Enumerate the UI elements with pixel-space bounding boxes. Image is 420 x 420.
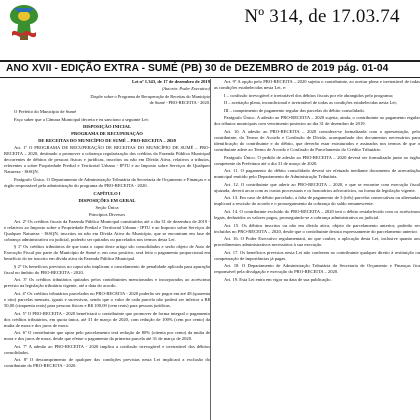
article: Art. 10. A adesão ao PRO-RECEITA – 2020 considera-se formalizada com a apresentação, pelo contribuinte, do Termo de Acordo e Confissão de Dívida, acompanhado dos documentos necessários para identificação do contribuinte e do débito, que deverão estar estruturados e assinados nos termos de que o contribuinte adere ao Termo de Acordo e Confissão de Parcelamento do Crédito Tributário. [214, 128, 420, 152]
article: Art. 17. Os benefícios previstos nesta Lei não conferem ao contribuinte qualquer direito à restituição ou compensação de importâncias já pagas. [214, 249, 420, 261]
paragraph: Faço saber que a Câmara Municipal decreta e eu sanciono a seguinte Lei: [14, 116, 149, 122]
article: Art. 13. Em caso de débito parcelado, a falta de pagamento de 3 (três) parcelas consecutivas ou alternadas implicará a rescisão do acordo e o prosseguimento da cobrança do saldo remanescente. [214, 195, 420, 207]
article: Art. 6º O contribuinte que optar pelo parcelamento terá redução de 80% (oitenta por cento) da multa de mora e dos juros de mora, desde que efetue o pagamento da primeira parcela até 31 de março de 2020. [4, 330, 210, 342]
article: § 1º Os créditos tributários de que trata o caput deste artigo são consolidados e serão objeto de Auto de Execução Fiscal por parte do Município de Sumé e, em caso positivo, será feito o pagamento proporcional em benefício do ter inscrito em dívida ativa da Fazenda Pública Municipal. [4, 244, 210, 262]
article: Art. 18. O Departamento de Administração Tributária da Secretaria de Orçamento e Finanças fica responsável pela divulgação e execução do PRO-RECEITA – 2020. [214, 263, 420, 275]
law-ementa: Dispõe sobre o Programa de Recuperação de Receitas do Município de Sumé - PRO-RECEITA - 2020. [90, 94, 210, 105]
paragraph: O Prefeito do Município de Sumé [14, 109, 77, 115]
article: Art. 8º O descumprimento de qualquer das condições previstas nesta Lei implicará a exclusão do contribuinte do PRO-RECEITA - 2020. [4, 357, 210, 369]
municipal-coat-of-arms-icon [6, 2, 42, 42]
article: II – aceitação plena, incondicional e irretratável de todas as condições estabelecidas nesta Lei; [224, 100, 397, 106]
article: Art. 2º Os créditos fiscais da Fazenda Pública Municipal constituídos até o dia 31 de dezembro de 2019 - e relativos ao Imposto sobre a Propriedade Predial e Territorial Urbana - IPTU e ao Imposto sobre Serviços de Qualquer Natureza - ISSQN, inscritos ou não em Dívida Ativa do Município, que se encontram em fase de cobrança administrativa ou judicial, poderão ser quitados ou parcelados nos termos desta Lei. [4, 218, 210, 242]
gazette-header [0, 0, 420, 62]
article: I – confissão irrevogável e irretratável dos débitos fiscais por ele abrangidos pelo programa; [224, 92, 394, 98]
article: Art. 1º O PROGRAMA DE RECUPERAÇÃO DE RECEITAS DO MUNICÍPIO DE SUMÉ – PRO-RECEITA – 2020, destinado a promover a cobrança regularização dos créditos da Fazenda Pública Municipal decorrentes de débitos de pessoas físicas e jurídicas, inscritos ou não em Dívida Ativa, relativos a tributos, referentes a sobre Propriedade Predial e Territorial Urbana - IPTU e ao Imposto sobre Serviços de Qualquer Natureza - ISSQN. [4, 145, 210, 175]
article: Art. 14. O contribuinte excluído do PRO-RECEITA – 2020 terá o débito restabelecido com os acréscimos legais, deduzidos os valores pagos, prosseguindo-se a cobrança administrativa ou judicial. [214, 208, 420, 220]
article: Art. 5º O PRO-RECEITA - 2020 beneficiará o contribuinte que promover de forma integral o pagamento dos créditos tributários, em quota única, até 31 de março de 2020, com redução de 100% (cem por cento) da multa de mora e dos juros de mora. [4, 310, 210, 328]
article: Art. 9º A opção pelo PRO-RECEITA – 2020 sujeita o contribuinte, ao aceitar plena e irretratável de todas as condições estabelecidas nesta Lei, e: [214, 79, 420, 90]
left-column [4, 79, 210, 420]
chapter-heading: CAPÍTULO I [93, 190, 121, 196]
section-heading: DISPOSIÇÃO INICIAL [82, 124, 132, 130]
article: Art. 15. Os débitos inscritos ou não em dívida ativa, objeto de parcelamento anterior, poderão ser incluídos no PRO-RECEITA – 2020, desde que o contribuinte desista expressamente do parcelamento anterior. [214, 222, 420, 234]
article: Art. 19. Esta Lei entra em vigor na data de sua publicação. [224, 276, 332, 282]
article: Art. 4º Os créditos tributários parcelados no PRO-RECEITA - 2020 poderão ser pagos em até 48 (quarenta e oito) parcelas mensais, iguais e sucessivas, sendo que o valor de cada parcela não poderá ser inferior a R$ 50,00 (cinquenta reais) para pessoas físicas e R$ 100,00 (cem reais) para pessoas jurídicas. [4, 290, 210, 308]
article: Art. 16. O Poder Executivo regulamentará, no que couber, a aplicação desta Lei, inclusive quanto aos procedimentos administrativos necessários à sua execução. [214, 236, 420, 248]
article: Art. 7º A adesão ao PRO-RECEITA - 2020 implica a confissão irrevogável e irretratável dos débitos consolidados. [4, 343, 210, 355]
article: Parágrafo Único. A adesão ao PRO-RECEITA – 2020 sujeita, ainda, o contribuinte ao pagamento regular dos tributos municipais com vencimento posterior ao dia 31 de dezembro de 2019. [214, 115, 420, 127]
edition-number: Nº 314, de 17.03.74 [244, 6, 400, 27]
section-heading: PROGRAMA DE RECUPERAÇÃO [71, 131, 143, 137]
section-heading: DE RECEITAS DO MUNICÍPIO DE SUMÉ – PRO-RECEITA – 2020 [38, 138, 176, 144]
law-author: (Autoria: Poder Executivo) [161, 86, 210, 91]
article: Parágrafo Único. O pedido de adesão ao PRO-RECEITA – 2020 deverá ser formalizado junto ao órgão competente da Prefeitura até o dia 31 de março de 2020. [214, 154, 420, 166]
article: Parágrafo Único. O Departamento de Administração Tributária da Secretaria de Orçamento e Finanças e o órgão responsável pela administração do programa do PRO-RECEITA - 2020. [4, 176, 210, 188]
section-title: Princípios Diversos [88, 211, 126, 217]
law-title: Lei nº 1.343, de 17 de dezembro de 2019 [132, 79, 210, 84]
chapter-title: DISPOSIÇÕES EM GERAL [78, 197, 136, 203]
edition-bar: ANO XVII - EDIÇÃO EXTRA - SUMÉ (PB) 30 de DEZEMBRO de 2019 pág. 01-04 [6, 63, 389, 74]
column-divider [210, 79, 211, 420]
right-column [214, 79, 420, 420]
article: III – cumprimento de pagamento regular das parcelas do débito consolidado. [224, 107, 365, 113]
article: Art. 12. O contribuinte que aderir ao PRO-RECEITA – 2020, e que se encontre com execução fiscal ajuizada, deverá arcar com as custas processuais e os honorários advocatícios, na forma da legislação vigente. [214, 181, 420, 193]
article: Art. 11. O pagamento do débito consolidado deverá ser efetuado mediante documento de arrecadação municipal emitido pelo Departamento de Administração Tributária. [214, 168, 420, 180]
section-heading: Seção Única [95, 204, 119, 210]
edition-rule [0, 77, 420, 78]
article: § 2º Os benefícios previstos no caput não implicam o cancelamento de penalidade aplicada para apuração fiscal no âmbito do PRO-RECEITA - 2020. [4, 263, 210, 275]
article: Art. 3º Os créditos tributários quitados pelos contribuintes mencionados e incorporados ao acréscimo previsto na legislação tributária vigente, até a data do acordo. [4, 277, 210, 289]
